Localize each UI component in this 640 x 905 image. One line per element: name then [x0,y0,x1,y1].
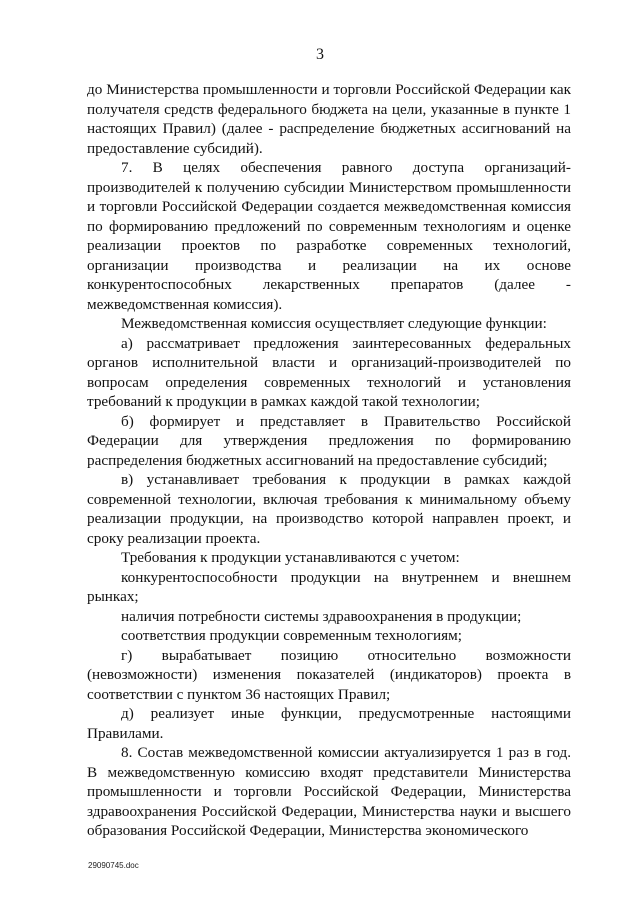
paragraph-function-d: д) реализует иные функции, предусмотренные настоящими Правилами. [87,705,571,742]
paragraph-healthcare-need: наличия потребности системы здравоохранения в продукции; [121,607,522,625]
paragraph-technology-compliance: соответствия продукции современным технологиям; [121,627,462,644]
paragraph-function-b: б) формирует и представляет в Правительство Российской Федерации для утверждения предложения по формированию распределения бюджетных ассигнований на предоставление субсидий; [87,412,571,469]
paragraph-clause-7: 7. В целях обеспечения равного доступа организаций-производителей к получению субсидии Министерством промышленности и торговли Российской Федерации создается межведомственная комиссия по формированию предложений по современным технологиям и оценке реализации проектов по разработке современных технологий, организации производства и реализации на их основе конкурентоспособных лекарственных препаратов (далее - межведомственная комиссия). [87,159,571,313]
paragraph-competitiveness: конкурентоспособности продукции на внутреннем и внешнем рынках; [87,568,571,605]
footer-filename: 29090745.doc [88,861,139,870]
paragraph-commission-functions: Межведомственная комиссия осуществляет следующие функции: [121,315,547,332]
paragraph-function-v: в) устанавливает требования к продукции в рамках каждой современной технологии, включая требования к минимальному объему реализации продукции, на производство которой направлен проект, и сроку реализации проекта. [87,471,571,547]
page-number: 3 [316,46,324,63]
paragraph-continuation: до Министерства промышленности и торговли Российской Федерации как получателя средств федерального бюджета на цели, указанные в пункте 1 настоящих Правил) (далее - распределение бюджетных ассигнований на предоставление субсидий). [87,81,571,157]
document-body [87,80,571,841]
paragraph-requirements: Требования к продукции устанавливаются с учетом: [121,549,460,566]
paragraph-function-a: а) рассматривает предложения заинтересованных федеральных органов исполнительной власти и организаций-производителей по вопросам определения современных технологий и установления требований к продукции в рамках каждой такой технологии; [87,334,571,410]
paragraph-function-g: г) вырабатывает позицию относительно возможности (невозможности) изменения показателей (индикаторов) проекта в соответствии с пунктом 36 настоящих Правил; [87,646,571,703]
paragraph-clause-8: 8. Состав межведомственной комиссии актуализируется 1 раз в год. В межведомственную комиссию входят представители Министерства промышленности и торговли Российской Федерации, Министерства здравоохранения Российской Федерации, Министерства науки и высшего образования Российской Федерации, Министерства экономического [87,744,571,839]
